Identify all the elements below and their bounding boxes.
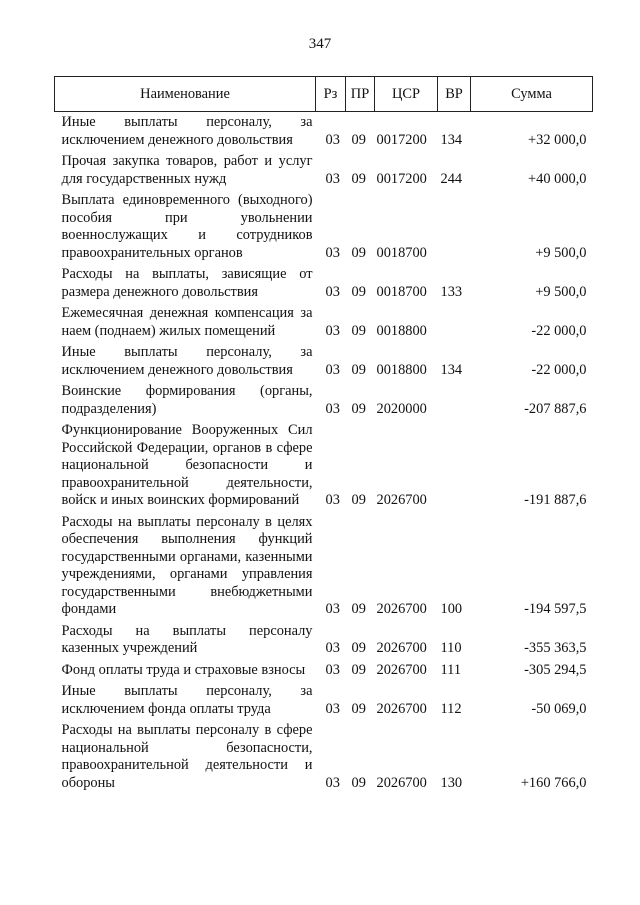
row-sum: -50 069,0	[531, 700, 587, 717]
row-name: Иные выплаты персоналу, за исключением фонда оплаты труда	[61, 683, 313, 717]
row-pr: 09	[351, 283, 366, 300]
page-number: 347	[308, 36, 332, 52]
row-sum: -207 887,6	[524, 400, 587, 417]
table-row	[55, 662, 593, 684]
header-sum: Сумма	[471, 77, 593, 112]
row-sum: -194 597,5	[524, 601, 587, 617]
row-vr: 244	[440, 170, 463, 187]
row-vr: 130	[440, 774, 463, 791]
row-csr: 0018700	[376, 244, 427, 261]
row-csr: 2026700	[376, 492, 427, 508]
row-vr: 134	[440, 361, 463, 378]
row-name: Расходы на выплаты персоналу в целях обеспечения выполнения функций государственными органами, казенными учреждениями, органами управления государственными внебюджетными фондами	[61, 513, 313, 617]
row-name: Расходы на выплаты персоналу казенных учреждений	[61, 622, 313, 656]
row-csr: 2026700	[376, 601, 427, 617]
row-name: Иные выплаты персоналу, за исключением денежного довольствия	[61, 344, 313, 378]
table-row	[55, 192, 593, 266]
table-row	[55, 683, 593, 722]
table-row	[55, 383, 593, 422]
row-rz: 03	[325, 400, 340, 417]
row-csr: 0018700	[376, 283, 427, 300]
row-csr: 2026700	[376, 700, 427, 717]
row-sum: -191 887,6	[524, 492, 587, 508]
row-rz: 03	[325, 170, 340, 187]
row-name: Прочая закупка товаров, работ и услуг для государственных нужд	[61, 153, 313, 187]
row-name: Фонд оплаты труда и страховые взносы	[61, 661, 306, 678]
row-sum: -22 000,0	[531, 361, 587, 378]
row-pr: 09	[351, 601, 366, 617]
row-vr: 100	[440, 601, 463, 617]
row-csr: 0018800	[376, 361, 427, 378]
row-vr: 133	[440, 283, 463, 300]
row-pr: 09	[351, 131, 366, 148]
row-name: Воинские формирования (органы, подразделения)	[61, 383, 313, 417]
row-rz: 03	[325, 774, 340, 791]
row-vr	[438, 192, 471, 266]
row-pr: 09	[351, 361, 366, 378]
row-vr: 134	[440, 131, 463, 148]
table-row	[55, 305, 593, 344]
row-rz: 03	[325, 283, 340, 300]
row-rz: 03	[325, 492, 340, 508]
row-sum: +9 500,0	[535, 244, 587, 261]
table-row	[55, 153, 593, 192]
header-csr: ЦСР	[375, 77, 438, 112]
row-pr: 09	[351, 661, 366, 678]
table-row	[55, 722, 593, 796]
row-sum: -355 363,5	[524, 640, 587, 656]
row-pr: 09	[351, 170, 366, 187]
row-csr: 2026700	[376, 774, 427, 791]
table-row	[55, 422, 593, 514]
table-row	[55, 623, 593, 662]
table-header	[55, 77, 593, 112]
row-pr: 09	[351, 774, 366, 791]
row-rz: 03	[325, 640, 340, 656]
row-pr: 09	[351, 400, 366, 417]
row-sum: -22 000,0	[531, 322, 587, 339]
row-csr: 0017200	[376, 131, 427, 148]
header-pr: ПР	[346, 77, 375, 112]
row-pr: 09	[351, 700, 366, 717]
row-vr	[438, 383, 471, 422]
row-csr: 2026700	[376, 661, 427, 678]
row-name: Иные выплаты персоналу, за исключением денежного довольствия	[61, 114, 313, 148]
header-row	[55, 77, 593, 112]
row-sum: +160 766,0	[520, 774, 587, 791]
header-name: Наименование	[55, 77, 316, 112]
row-name: Выплата единовременного (выходного) пособия при увольнении военнослужащих и сотрудников правоохранительных органов	[61, 192, 313, 261]
row-sum: +9 500,0	[535, 283, 587, 300]
row-sum: -305 294,5	[524, 661, 587, 678]
row-csr: 2026700	[376, 640, 427, 656]
row-name: Функционирование Вооруженных Сил Российской Федерации, органов в сфере национальной безопасности и правоохранительной деятельности, войск и иных воинских формирований	[61, 422, 313, 508]
row-pr: 09	[351, 322, 366, 339]
table-row	[55, 514, 593, 623]
header-vr: ВР	[438, 77, 471, 112]
table-row	[55, 344, 593, 383]
row-vr	[438, 305, 471, 344]
row-rz: 03	[325, 361, 340, 378]
row-vr: 112	[440, 700, 462, 717]
row-vr: 110	[440, 640, 462, 656]
row-rz: 03	[325, 244, 340, 261]
row-name: Расходы на выплаты, зависящие от размера денежного довольствия	[61, 266, 313, 300]
row-rz: 03	[325, 322, 340, 339]
row-rz: 03	[325, 661, 340, 678]
row-csr: 0018800	[376, 322, 427, 339]
row-rz: 03	[325, 700, 340, 717]
row-csr: 0017200	[376, 170, 427, 187]
table-row	[55, 112, 593, 154]
table-body	[55, 112, 593, 797]
row-pr: 09	[351, 244, 366, 261]
table-row	[55, 266, 593, 305]
row-rz: 03	[325, 601, 340, 617]
row-rz: 03	[325, 131, 340, 148]
row-vr	[438, 422, 471, 514]
row-name: Ежемесячная денежная компенсация за наем (поднаем) жилых помещений	[61, 305, 313, 339]
row-sum: +40 000,0	[528, 170, 587, 187]
row-pr: 09	[351, 640, 366, 656]
row-pr: 09	[351, 492, 366, 508]
row-sum: +32 000,0	[528, 131, 587, 148]
row-vr: 111	[440, 661, 462, 678]
row-name: Расходы на выплаты персоналу в сфере национальной безопасности, правоохранительной деятельности и обороны	[61, 722, 313, 791]
row-csr: 2020000	[376, 400, 427, 417]
budget-table	[54, 76, 593, 796]
header-rz: Рз	[316, 77, 346, 112]
